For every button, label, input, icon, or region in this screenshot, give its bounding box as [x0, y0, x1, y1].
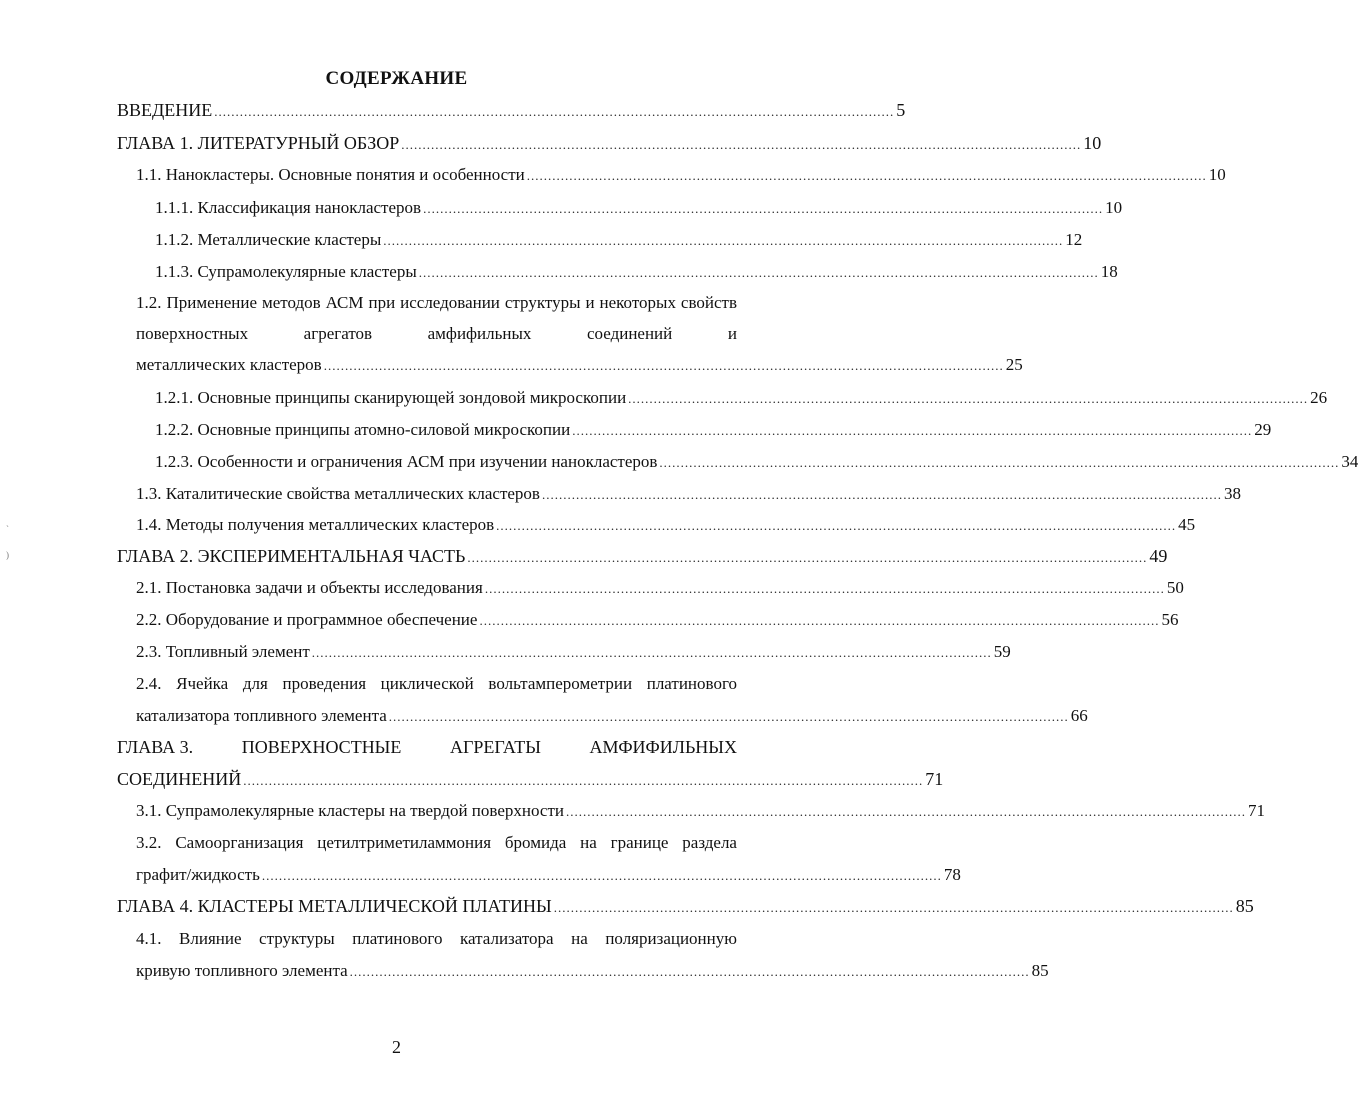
label-word: 3.2.	[136, 833, 162, 852]
toc-entry-page: 85	[1235, 896, 1254, 916]
label-word: методов	[261, 293, 321, 312]
scan-mark: )	[6, 550, 9, 560]
toc-entry[interactable]	[136, 610, 1179, 631]
toc-entry-label: 1.2.2. Основные принципы атомно-силовой микроскопии	[155, 420, 571, 439]
label-word: вольтамперометрии	[488, 674, 633, 693]
toc-entry[interactable]	[155, 198, 1123, 219]
dot-leader: ................................................................................................................................................................	[496, 518, 1177, 533]
toc-entry-label: СОЕДИНЕНИЙ	[117, 769, 242, 789]
dot-leader: ................................................................................................................................................................	[214, 104, 895, 119]
toc-entry-label: 1.1.2. Металлические кластеры	[155, 230, 382, 249]
toc-entry-page: 38	[1223, 484, 1241, 503]
label-word: Самоорганизация	[175, 833, 304, 852]
label-word: платинового	[646, 674, 737, 693]
toc-entry-page: 56	[1161, 610, 1179, 629]
label-word: структуры	[504, 293, 581, 312]
toc-entry-label: 2.1. Постановка задачи и объекты исследования	[136, 578, 483, 597]
toc-entry[interactable]	[136, 165, 1226, 186]
toc-entry-page: 50	[1166, 578, 1184, 597]
dot-leader: ................................................................................................................................................................	[484, 581, 1165, 596]
toc-entry-page: 10	[1105, 198, 1123, 217]
label-word: границе	[610, 833, 669, 852]
toc-entry-page: 10	[1208, 165, 1226, 184]
toc-entry-label: ГЛАВА 2. ЭКСПЕРИМЕНТАЛЬНАЯ ЧАСТЬ	[117, 546, 466, 566]
dot-leader: ................................................................................................................................................................	[526, 168, 1207, 183]
label-word: циклической	[380, 674, 474, 693]
toc-entry[interactable]	[117, 896, 1254, 918]
label-word: и	[727, 324, 737, 343]
toc-entry-page: 78	[943, 865, 961, 884]
label-word: 1.2.	[136, 293, 162, 312]
toc-entry-label: 2.3. Топливный элемент	[136, 642, 310, 661]
toc-entry-label: 1.1. Нанокластеры. Основные понятия и особенности	[136, 165, 525, 184]
page-title: СОДЕРЖАНИЕ	[325, 68, 468, 89]
toc-entry-page: 5	[896, 100, 906, 120]
label-word: и	[585, 293, 595, 312]
dot-leader: ................................................................................................................................................................	[541, 487, 1222, 502]
label-word: Влияние	[179, 929, 242, 948]
toc-entry[interactable]	[136, 484, 1241, 505]
toc-entry[interactable]	[117, 133, 1102, 155]
label-word: раздела	[682, 833, 737, 852]
toc-entry-page: 18	[1100, 262, 1118, 281]
dot-leader: ................................................................................................................................................................	[553, 900, 1234, 915]
toc-entry-label: 1.3. Каталитические свойства металлических кластеров	[136, 484, 540, 503]
toc-entry-page: 25	[1005, 355, 1023, 374]
label-word: некоторых	[599, 293, 676, 312]
label-word: ГЛАВА 3.	[117, 737, 194, 757]
label-word: поверхностных	[136, 324, 249, 343]
toc-entry-page: 59	[993, 642, 1011, 661]
label-word: АГРЕГАТЫ	[449, 737, 541, 757]
label-word: соединений	[587, 324, 673, 343]
dot-leader: ................................................................................................................................................................	[388, 709, 1069, 724]
toc-entry-label: ГЛАВА 1. ЛИТЕРАТУРНЫЙ ОБЗОР	[117, 133, 400, 153]
label-word: Ячейка	[176, 674, 229, 693]
toc-entry-page: 71	[1247, 801, 1265, 820]
toc-entry[interactable]	[155, 388, 1328, 409]
toc-entry-page: 34	[1341, 452, 1358, 471]
toc-entry-label-line	[117, 737, 737, 757]
label-word: 4.1.	[136, 929, 162, 948]
toc-entry-page: 49	[1149, 546, 1168, 566]
toc-entry	[136, 865, 961, 886]
page-number: 2	[392, 1037, 401, 1057]
dot-leader: ................................................................................................................................................................	[628, 391, 1309, 406]
toc-entry[interactable]	[136, 515, 1196, 536]
label-word: поляризационную	[605, 929, 737, 948]
toc-entry-label: 3.1. Супрамолекулярные кластеры на твердой поверхности	[136, 801, 564, 820]
toc-entry-page: 26	[1310, 388, 1328, 407]
label-word: бромида	[504, 833, 567, 852]
dot-leader: ................................................................................................................................................................	[423, 201, 1104, 216]
toc-entry[interactable]	[117, 100, 906, 122]
toc-entry-label: 1.4. Методы получения металлических кластеров	[136, 515, 495, 534]
toc-entry-page: 10	[1083, 133, 1102, 153]
scan-mark: `	[6, 524, 9, 534]
dot-leader: ................................................................................................................................................................	[572, 423, 1253, 438]
toc-entry[interactable]	[155, 420, 1272, 441]
label-word: свойств	[680, 293, 737, 312]
dot-leader: ................................................................................................................................................................	[243, 773, 924, 788]
toc-entry-page: 71	[925, 769, 944, 789]
dot-leader: ................................................................................................................................................................	[349, 964, 1030, 979]
toc-entry-label: 1.2.3. Особенности и ограничения АСМ при изучении нанокластеров	[155, 452, 658, 471]
toc-entry-page: 66	[1070, 706, 1088, 725]
toc-entry-label-line	[136, 674, 737, 694]
label-word: для	[242, 674, 268, 693]
toc-entry-page: 85	[1031, 961, 1049, 980]
dot-leader: ................................................................................................................................................................	[479, 613, 1160, 628]
toc-entry-label-line	[136, 293, 737, 313]
label-word: платинового	[352, 929, 443, 948]
toc-entry-label: катализатора топливного элемента	[136, 706, 387, 725]
label-word: цетилтриметиламмония	[317, 833, 492, 852]
label-word: Применение	[166, 293, 258, 312]
dot-leader: ................................................................................................................................................................	[659, 455, 1340, 470]
toc-entry[interactable]	[155, 230, 1083, 251]
toc-entry[interactable]	[117, 546, 1168, 568]
label-word: ПОВЕРХНОСТНЫЕ	[241, 737, 402, 757]
toc-entry	[136, 706, 1088, 727]
dot-leader: ................................................................................................................................................................	[418, 265, 1099, 280]
toc-entry[interactable]	[155, 452, 1358, 473]
toc-entry-label: металлических кластеров	[136, 355, 322, 374]
toc-entry-label-line	[136, 324, 737, 344]
label-word: структуры	[259, 929, 335, 948]
label-word: 2.4.	[136, 674, 162, 693]
label-word: исследовании	[400, 293, 500, 312]
toc-entry-label: 1.1.1. Классификация нанокластеров	[155, 198, 422, 217]
label-word: АСМ	[325, 293, 364, 312]
dot-leader: ................................................................................................................................................................	[261, 868, 942, 883]
label-word: амфифильных	[427, 324, 532, 343]
toc-entry[interactable]	[136, 578, 1184, 599]
label-word: катализатора	[460, 929, 554, 948]
label-word: на	[580, 833, 597, 852]
toc-entry-label-line	[136, 833, 737, 853]
toc-entry[interactable]	[136, 801, 1265, 822]
toc-entry	[136, 355, 1023, 376]
toc-entry[interactable]	[136, 642, 1011, 663]
toc-entry-label: 1.2.1. Основные принципы сканирующей зондовой микроскопии	[155, 388, 627, 407]
label-word: агрегатов	[303, 324, 373, 343]
dot-leader: ................................................................................................................................................................	[323, 358, 1004, 373]
label-word: АМФИФИЛЬНЫХ	[589, 737, 737, 757]
toc-entry-page: 45	[1178, 515, 1196, 534]
toc-entry	[117, 769, 944, 791]
toc-entry-label: 1.1.3. Супрамолекулярные кластеры	[155, 262, 417, 281]
dot-leader: ................................................................................................................................................................	[383, 233, 1064, 248]
toc-entry-page: 29	[1254, 420, 1272, 439]
toc-entry-page: 12	[1065, 230, 1083, 249]
dot-leader: ................................................................................................................................................................	[565, 804, 1246, 819]
toc-entry[interactable]	[155, 262, 1118, 283]
toc-entry-label: 2.2. Оборудование и программное обеспечение	[136, 610, 478, 629]
label-word: проведения	[282, 674, 367, 693]
toc-entry-label: ГЛАВА 4. КЛАСТЕРЫ МЕТАЛЛИЧЕСКОЙ ПЛАТИНЫ	[117, 896, 552, 916]
label-word: при	[368, 293, 396, 312]
toc-entry-label: кривую топливного элемента	[136, 961, 348, 980]
toc-entry-label-line	[136, 929, 737, 949]
toc-entry-label: графит/жидкость	[136, 865, 260, 884]
toc-entry-label: ВВЕДЕНИЕ	[117, 100, 213, 120]
dot-leader: ................................................................................................................................................................	[401, 137, 1082, 152]
dot-leader: ................................................................................................................................................................	[311, 645, 992, 660]
toc-entry	[136, 961, 1049, 982]
label-word: на	[571, 929, 588, 948]
dot-leader: ................................................................................................................................................................	[467, 550, 1148, 565]
